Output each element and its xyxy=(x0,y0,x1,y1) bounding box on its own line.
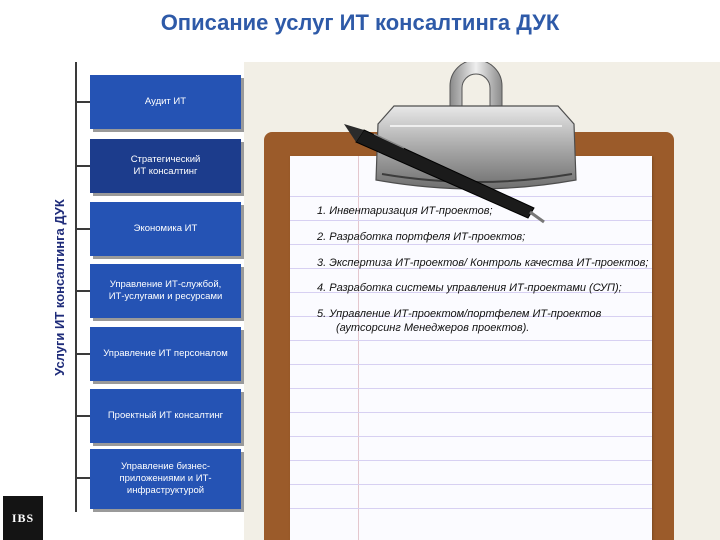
note-item: 4. Разработка системы управления ИТ-проектами (СУП); xyxy=(317,282,622,295)
note-item: 1. Инвентаризация ИТ-проектов; xyxy=(317,205,493,217)
service-label: Стратегический ИТ консалтинг xyxy=(130,154,201,177)
paper-rule xyxy=(290,388,652,389)
connector-tick xyxy=(77,353,90,355)
service-it-management[interactable] xyxy=(90,264,241,318)
note-item: 5. Управление ИТ-проектом/портфелем ИТ-проектов (аутсорсинг Менеджеров проектов). xyxy=(317,308,602,334)
paper-rule xyxy=(290,436,652,437)
paper-rule xyxy=(290,460,652,461)
note-item: 2. Разработка портфеля ИТ-проектов; xyxy=(317,230,526,243)
service-business-apps-infra[interactable] xyxy=(90,449,241,509)
connector-tick xyxy=(77,415,90,417)
service-label: Управление ИТ персоналом xyxy=(103,348,228,360)
connector-tick xyxy=(77,228,90,230)
side-label-container xyxy=(46,62,72,512)
service-it-personnel[interactable] xyxy=(90,327,241,381)
service-it-economics[interactable] xyxy=(90,202,241,256)
connector-tick xyxy=(77,477,90,479)
left-rule xyxy=(75,62,77,512)
service-label: Экономика ИТ xyxy=(133,223,198,235)
clipboard-notes-list xyxy=(317,205,662,348)
service-strategic-it-consulting[interactable] xyxy=(90,139,241,193)
note-item: 3. Экспертиза ИТ-проектов/ Контроль качества ИТ-проектов; xyxy=(317,256,649,269)
clip-icon xyxy=(376,62,576,189)
service-audit-it[interactable] xyxy=(90,75,241,129)
side-label: Услуги ИТ консалтинга ДУК xyxy=(51,198,67,376)
page-title: Описание услуг ИТ консалтинга ДУК xyxy=(160,10,560,35)
paper-rule xyxy=(290,484,652,485)
paper-rule xyxy=(290,364,652,365)
service-label: Проектный ИТ консалтинг xyxy=(107,410,224,422)
connector-tick xyxy=(77,290,90,292)
connector-tick xyxy=(77,101,90,103)
service-project-it-consulting[interactable] xyxy=(90,389,241,443)
paper-rule xyxy=(290,508,652,509)
service-label: Управление ИТ-службой, ИТ-услугами и ресурсами xyxy=(108,279,223,302)
service-label: Аудит ИТ xyxy=(144,96,187,108)
service-label: Управление бизнес- приложениями и ИТ- инфраструктурой xyxy=(119,461,212,496)
connector-tick xyxy=(77,165,90,167)
paper-rule xyxy=(290,412,652,413)
ibs-logo: IBS xyxy=(3,496,43,540)
